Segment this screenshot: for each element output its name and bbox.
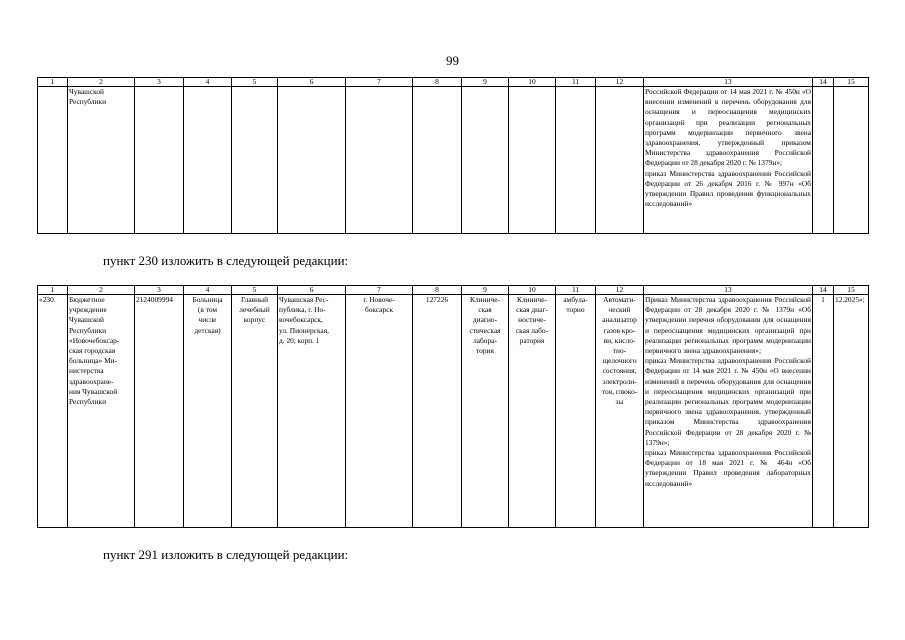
- cell-unit: Клиниче- ская диагно- стическая лабора- тория: [462, 295, 509, 528]
- col-header: 13: [644, 78, 813, 87]
- cell: [346, 87, 413, 234]
- cell-item-number: «230.: [38, 295, 68, 528]
- col-header: 9: [462, 286, 509, 295]
- cell: [834, 87, 869, 234]
- cell: [556, 87, 596, 234]
- column-numbers-row: [38, 286, 869, 295]
- col-header: 3: [135, 78, 184, 87]
- col-header: 8: [413, 286, 462, 295]
- col-header: 11: [556, 78, 596, 87]
- col-header: 4: [184, 78, 232, 87]
- col-header: 13: [644, 286, 813, 295]
- col-header: 11: [556, 286, 596, 295]
- cell-inn: 2124009994: [135, 295, 184, 528]
- cell: [278, 87, 346, 234]
- col-header: 1: [38, 78, 68, 87]
- cell-department: Клиниче- ская диаг- ностиче- ская лабо- ратория: [509, 295, 556, 528]
- cell: [38, 87, 68, 234]
- column-numbers-row: [38, 78, 869, 87]
- col-header: 15: [834, 78, 869, 87]
- col-header: 6: [278, 78, 346, 87]
- cell-legal-basis: Приказ Министерства здравоохранения Российской Федерации от 28 декабря 2020 г. № 1379н «Об утверждении перечня оборудования для оснащения и переоснащения медицинских организаций при реализации региональных программ модернизации первичного звена здравоохранения»; приказ Министерства здравоохранения Российской Федерации от 14 мая 2021 г. № 450н «О внесении изменений в перечень оборудования для оснащения и переоснащения медицинских организаций при реализации региональных программ модернизации первичного звена здравоохранения, утвержденный приказом Министерства здравоохранения Российской Федерации от 28 декабря 2020 г. № 1379н»; приказ Министерства здравоохранения Российской Федерации от 18 мая 2021 г. № 464н «Об утверждении Правил проведения лабораторных исследований»: [644, 295, 813, 528]
- cell-deadline: 12.2025»;: [834, 295, 869, 528]
- cell-quantity: 1: [813, 295, 834, 528]
- page-number: 99: [446, 53, 459, 68]
- cell-organization: Бюджетное учреждение Чувашской Республики «Новочебоксар- ская городская больница» Ми- нистерства здравоохране- ния Чувашской Республики: [68, 295, 135, 528]
- cell-address: Чувашская Рес- публика, г. Но- вочебоксарск, ул. Пионерская, д. 20, корп. 1: [278, 295, 346, 528]
- col-header: 14: [813, 286, 834, 295]
- col-header: 10: [509, 286, 556, 295]
- cell: [413, 87, 462, 234]
- instruction-text: пункт 291 изложить в следующей редакции:: [103, 547, 349, 562]
- cell-locality: г. Новоче- боксарск: [346, 295, 413, 528]
- cell: [813, 87, 834, 234]
- cell-facility-type: Больница (в том числе детская): [184, 295, 232, 528]
- col-header: 4: [184, 286, 232, 295]
- col-header: 9: [462, 78, 509, 87]
- col-header: 5: [232, 78, 278, 87]
- cell-equipment: Автомати- ческий анализатор газов кро- ви, кисло- тно- щелочного состояния, электроли- тов, глюко- зы: [596, 295, 644, 528]
- cell: [135, 87, 184, 234]
- col-header: 2: [68, 78, 135, 87]
- cell-legal-basis: Российской Федерации от 14 мая 2021 г. № 450н «О внесении изменений в перечень оборудования для оснащения и переоснащения медицинских организаций при реализации региональных программ модернизации первичного звена здравоохранения, утвержденный приказом Министерства здравоохранения Российской Федерации от 28 декабря 2020 г. № 1379н»; приказ Министерства здравоохранения Российской Федерации от 26 декабря 2016 г. № 997н «Об утверждении Правил проведения функциональных исследований»: [644, 87, 813, 234]
- instruction-text: пункт 230 изложить в следующей редакции:: [103, 253, 349, 268]
- table-row: [38, 87, 869, 234]
- col-header: 6: [278, 286, 346, 295]
- cell: [184, 87, 232, 234]
- table-continuation: [37, 77, 869, 234]
- col-header: 1: [38, 286, 68, 295]
- col-header: 8: [413, 78, 462, 87]
- col-header: 15: [834, 286, 869, 295]
- cell-organization: Чувашской Республики: [68, 87, 135, 234]
- col-header: 14: [813, 78, 834, 87]
- cell: [462, 87, 509, 234]
- table-item-230: [37, 285, 869, 528]
- col-header: 12: [596, 78, 644, 87]
- cell: [509, 87, 556, 234]
- col-header: 10: [509, 78, 556, 87]
- col-header: 7: [346, 286, 413, 295]
- cell: [232, 87, 278, 234]
- col-header: 7: [346, 78, 413, 87]
- cell-care-form: амбула- торно: [556, 295, 596, 528]
- col-header: 12: [596, 286, 644, 295]
- cell-building: Главный лечебный корпус: [232, 295, 278, 528]
- table-row: [38, 295, 869, 528]
- cell-oktmo: 127226: [413, 295, 462, 528]
- col-header: 2: [68, 286, 135, 295]
- col-header: 5: [232, 286, 278, 295]
- col-header: 3: [135, 286, 184, 295]
- cell: [596, 87, 644, 234]
